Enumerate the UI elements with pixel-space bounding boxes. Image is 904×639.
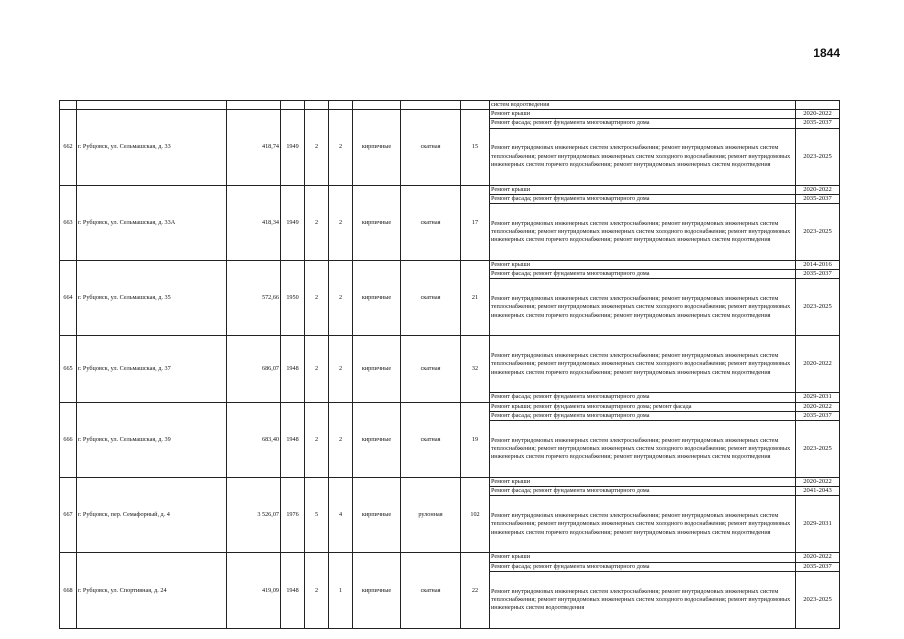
- table-row: [60, 110, 840, 119]
- work-period-cell: 2035-2037: [796, 411, 840, 420]
- work-period-cell: 2029-2031: [796, 496, 840, 553]
- roof-cell: скатная: [401, 185, 461, 260]
- work-period-cell: 2020-2022: [796, 478, 840, 487]
- work-name-cell: Ремонт крыши: [490, 261, 796, 270]
- work-period-cell: 2023-2025: [796, 421, 840, 478]
- floors-cell: 2: [305, 553, 329, 628]
- area-cell: 418,34: [227, 185, 281, 260]
- work-period-cell: 2029-2031: [796, 393, 840, 402]
- row-number: 666: [60, 402, 77, 477]
- floors-cell: 2: [305, 336, 329, 402]
- year-cell: 1949: [281, 185, 305, 260]
- row-number: 664: [60, 261, 77, 336]
- row-number: 668: [60, 553, 77, 628]
- year-cell: 1948: [281, 553, 305, 628]
- work-name-cell: Ремонт фасада; ремонт фундамента многоквартирного дома: [490, 411, 796, 420]
- year-cell: 1948: [281, 402, 305, 477]
- table-row: [60, 402, 840, 411]
- roof-cell: скатная: [401, 110, 461, 185]
- work-period-cell: 2020-2022: [796, 336, 840, 393]
- table-row: [60, 553, 840, 562]
- entrances-cell: 4: [329, 478, 353, 553]
- floors-cell: 2: [305, 185, 329, 260]
- row-number: 665: [60, 336, 77, 402]
- row-number: 663: [60, 185, 77, 260]
- work-name-cell: Ремонт крыши; ремонт фундамента многоквартирного дома; ремонт фасада: [490, 402, 796, 411]
- work-name-cell: Ремонт внутридомовых инженерных систем электроснабжения; ремонт внутридомовых инженерных систем теплоснабжения; ремонт внутридомовых инженерных систем холодного водоснабжения; ремонт внутридомовых инженерных систем горячего водоснабжения; ремонт внутридомовых инженерных систем водоотведения: [490, 204, 796, 261]
- floors-cell: 2: [305, 402, 329, 477]
- work-name-cell: Ремонт фасада; ремонт фундамента многоквартирного дома: [490, 194, 796, 203]
- work-period-cell: 2041-2043: [796, 487, 840, 496]
- walls-cell: кирпичные: [353, 553, 401, 628]
- page-number: 1844: [813, 46, 840, 60]
- entrances-cell: 2: [329, 336, 353, 402]
- year-cell: 1950: [281, 261, 305, 336]
- address-cell: г. Рубцовск, ул. Сельмашская, д. 37: [77, 336, 227, 402]
- row-number: 662: [60, 110, 77, 185]
- work-name-cell: Ремонт фасада; ремонт фундамента многоквартирного дома: [490, 270, 796, 279]
- work-period-cell: 2035-2037: [796, 119, 840, 128]
- apartments-cell: 32: [461, 336, 490, 402]
- entrances-cell: 2: [329, 185, 353, 260]
- work-period-cell: 2020-2022: [796, 110, 840, 119]
- work-name-cell: Ремонт крыши: [490, 478, 796, 487]
- work-period-cell: 2023-2025: [796, 204, 840, 261]
- work-period-cell: 2035-2037: [796, 562, 840, 571]
- entrances-cell: 1: [329, 553, 353, 628]
- work-name-cell: Ремонт внутридомовых инженерных систем электроснабжения; ремонт внутридомовых инженерных систем теплоснабжения; ремонт внутридомовых инженерных систем холодного водоснабжения; ремонт внутридомовых инженерных систем горячего водоснабжения; ремонт внутридомовых инженерных систем водоотведения: [490, 279, 796, 336]
- address-cell: г. Рубцовск, ул. Сельмашская, д. 35: [77, 261, 227, 336]
- floors-cell: 2: [305, 110, 329, 185]
- walls-cell: кирпичные: [353, 478, 401, 553]
- apartments-cell: 102: [461, 478, 490, 553]
- floors-cell: 2: [305, 261, 329, 336]
- entrances-cell: 2: [329, 402, 353, 477]
- area-cell: 683,40: [227, 402, 281, 477]
- address-cell: г. Рубцовск, ул. Сельмашская, д. 33А: [77, 185, 227, 260]
- work-period-cell: 2023-2025: [796, 571, 840, 628]
- area-cell: 572,66: [227, 261, 281, 336]
- work-name-cell: Ремонт внутридомовых инженерных систем электроснабжения; ремонт внутридомовых инженерных систем теплоснабжения; ремонт внутридомовых инженерных систем холодного водоснабжения; ремонт внутридомовых инженерных систем горячего водоснабжения; ремонт внутридомовых инженерных систем водоотведения: [490, 421, 796, 478]
- area-cell: 419,09: [227, 553, 281, 628]
- work-name-cell: Ремонт крыши: [490, 110, 796, 119]
- work-name-cell: Ремонт фасада; ремонт фундамента многоквартирного дома: [490, 393, 796, 402]
- work-name-cell: Ремонт фасада; ремонт фундамента многоквартирного дома: [490, 562, 796, 571]
- work-period-cell: 2020-2022: [796, 185, 840, 194]
- address-cell: г. Рубцовск, пер. Семафорный, д. 4: [77, 478, 227, 553]
- table-row: [60, 336, 840, 393]
- year-cell: 1976: [281, 478, 305, 553]
- entrances-cell: 2: [329, 110, 353, 185]
- roof-cell: скатная: [401, 402, 461, 477]
- work-name-cell: Ремонт крыши: [490, 553, 796, 562]
- work-name-cell: Ремонт внутридомовых инженерных систем электроснабжения; ремонт внутридомовых инженерных систем теплоснабжения; ремонт внутридомовых инженерных систем холодного водоснабжения; ремонт внутридомовых инженерных систем горячего водоснабжения; ремонт внутридомовых инженерных систем водоотведения: [490, 336, 796, 393]
- area-cell: 418,74: [227, 110, 281, 185]
- work-period-cell: 2023-2025: [796, 128, 840, 185]
- work-period-cell: 2020-2022: [796, 402, 840, 411]
- continued-work-cell: систем водоотведения: [490, 101, 796, 110]
- work-name-cell: Ремонт фасада; ремонт фундамента многоквартирного дома: [490, 487, 796, 496]
- work-period-cell: 2020-2022: [796, 553, 840, 562]
- work-name-cell: Ремонт фасада; ремонт фундамента многоквартирного дома: [490, 119, 796, 128]
- walls-cell: кирпичные: [353, 402, 401, 477]
- year-cell: 1949: [281, 110, 305, 185]
- continued-row: [60, 101, 840, 110]
- area-cell: 686,07: [227, 336, 281, 402]
- apartments-cell: 22: [461, 553, 490, 628]
- work-name-cell: Ремонт внутридомовых инженерных систем электроснабжения; ремонт внутридомовых инженерных систем теплоснабжения; ремонт внутридомовых инженерных систем холодного водоснабжения; ремонт внутридомовых инженерных систем горячего водоснабжения; ремонт внутридомовых инженерных систем водоотведения: [490, 496, 796, 553]
- address-cell: г. Рубцовск, ул. Спортивная, д. 24: [77, 553, 227, 628]
- floors-cell: 5: [305, 478, 329, 553]
- roof-cell: скатная: [401, 261, 461, 336]
- apartments-cell: 19: [461, 402, 490, 477]
- walls-cell: кирпичные: [353, 110, 401, 185]
- roof-cell: скатная: [401, 553, 461, 628]
- work-period-cell: 2014-2016: [796, 261, 840, 270]
- capital-repair-table: [59, 100, 840, 629]
- work-period-cell: 2023-2025: [796, 279, 840, 336]
- table-row: [60, 478, 840, 487]
- work-name-cell: Ремонт внутридомовых инженерных систем электроснабжения; ремонт внутридомовых инженерных систем теплоснабжения; ремонт внутридомовых инженерных систем холодного водоснабжения; ремонт внутридомовых инженерных систем горячего водоснабжения; ремонт внутридомовых инженерных систем водоотведения: [490, 128, 796, 185]
- apartments-cell: 17: [461, 185, 490, 260]
- walls-cell: кирпичные: [353, 185, 401, 260]
- roof-cell: скатная: [401, 336, 461, 402]
- work-period-cell: 2035-2037: [796, 194, 840, 203]
- area-cell: 3 526,07: [227, 478, 281, 553]
- address-cell: г. Рубцовск, ул. Сельмашская, д. 39: [77, 402, 227, 477]
- address-cell: г. Рубцовск, ул. Сельмашская, д. 33: [77, 110, 227, 185]
- walls-cell: кирпичные: [353, 261, 401, 336]
- work-name-cell: Ремонт внутридомовых инженерных систем электроснабжения; ремонт внутридомовых инженерных систем теплоснабжения; ремонт внутридомовых инженерных систем холодного водоснабжения; ремонт внутридомовых инженерных систем водоотведения: [490, 571, 796, 628]
- row-number: 667: [60, 478, 77, 553]
- entrances-cell: 2: [329, 261, 353, 336]
- work-name-cell: Ремонт крыши: [490, 185, 796, 194]
- work-period-cell: 2035-2037: [796, 270, 840, 279]
- table-row: [60, 185, 840, 194]
- apartments-cell: 15: [461, 110, 490, 185]
- walls-cell: кирпичные: [353, 336, 401, 402]
- table-row: [60, 261, 840, 270]
- roof-cell: рулонная: [401, 478, 461, 553]
- apartments-cell: 21: [461, 261, 490, 336]
- year-cell: 1948: [281, 336, 305, 402]
